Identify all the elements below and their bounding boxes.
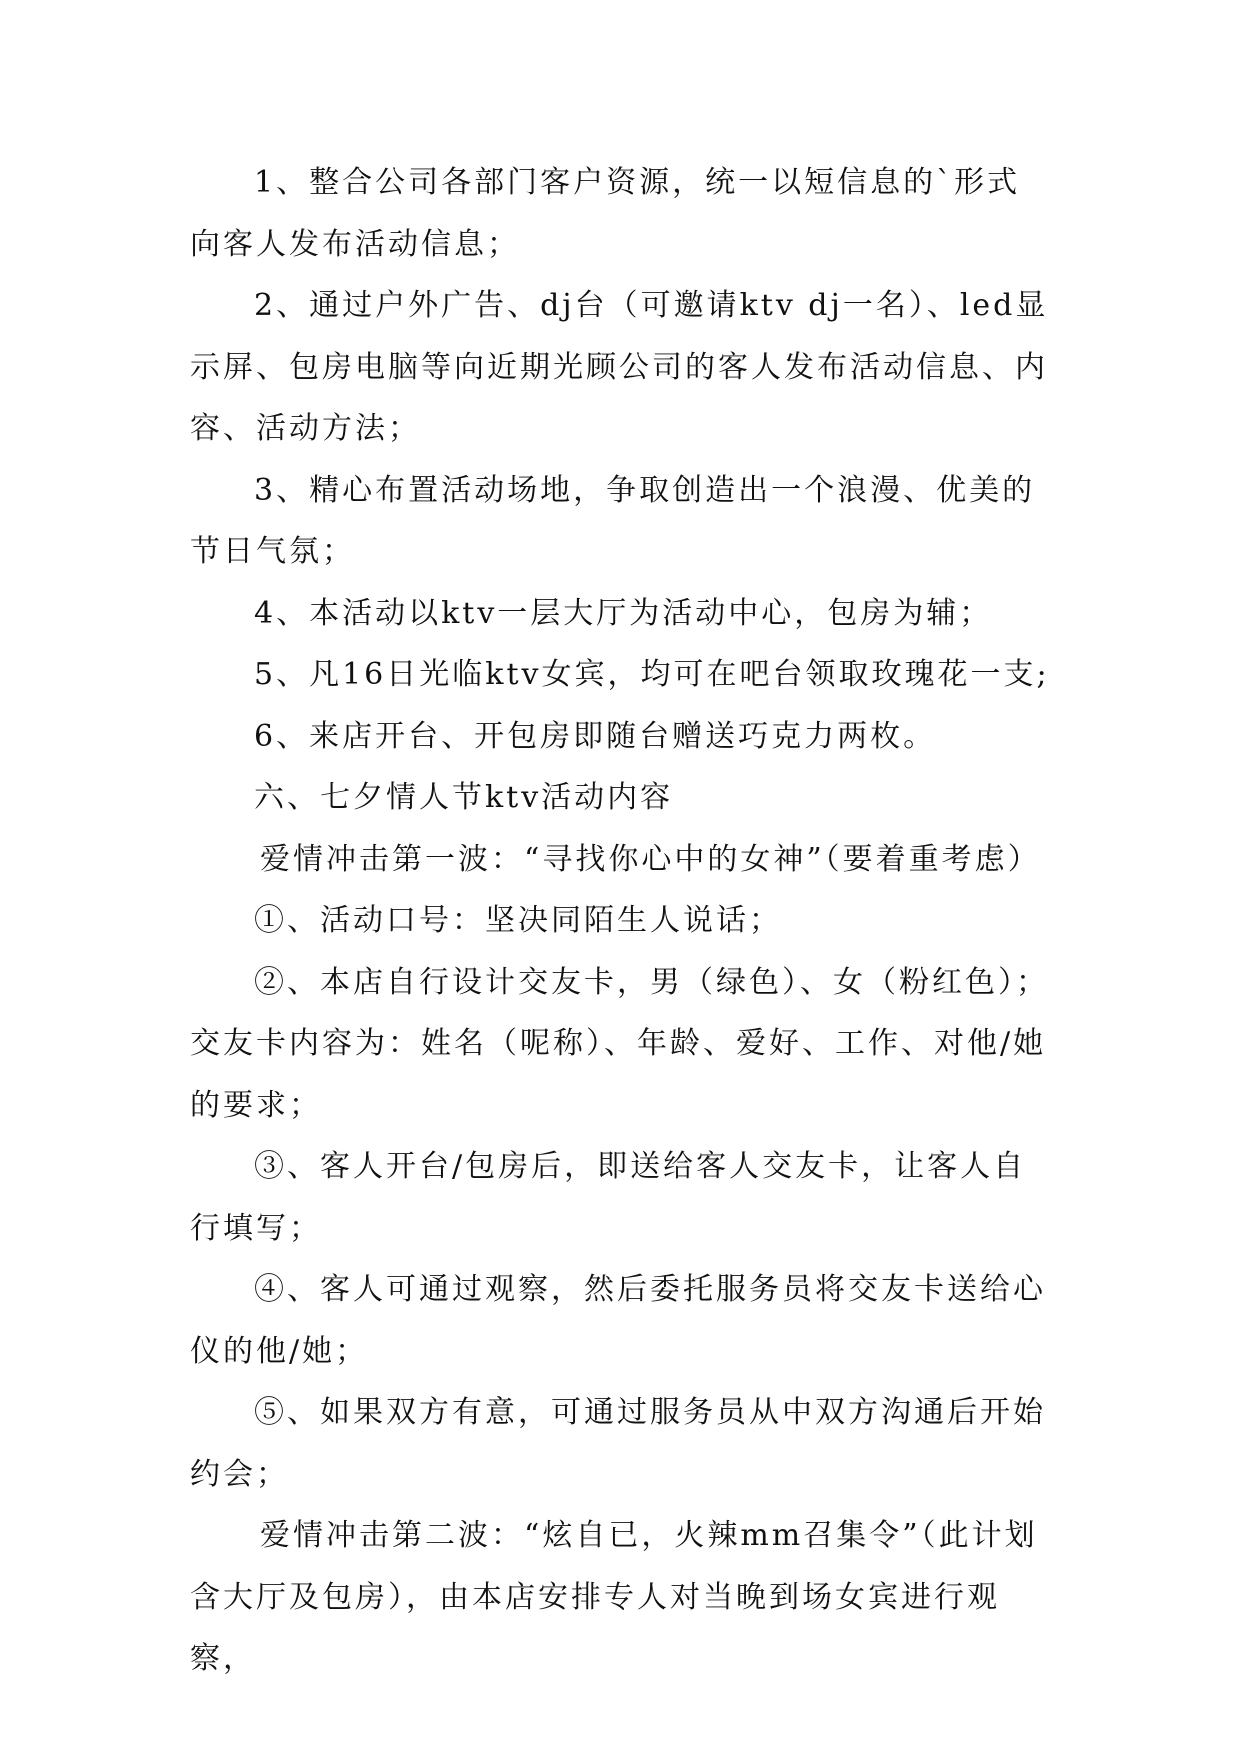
paragraph: ④、客人可通过观察，然后委托服务员将交友卡送给心仪的他/她；: [190, 1272, 1046, 1369]
paragraph: 2、通过户外广告、dj台（可邀请ktv dj一名）、led显示屏、包房电脑等向近期光顾公司的客人发布活动信息、内容、活动方法；: [190, 288, 1049, 446]
paragraph: ②、本店自行设计交友卡，男（绿色）、女（粉红色）；交友卡内容为：姓名（呢称）、年龄、爱好、工作、对他/她的要求；: [190, 964, 1049, 1123]
paragraph: ③、客人开台/包房后，即送给客人交友卡，让客人自行填写；: [190, 1149, 1027, 1246]
document-body: [190, 152, 1052, 1690]
subsection-heading: 爱情冲击第二波：“炫自已，火辣mm召集令”（此计划含大厅及包房），由本店安排专人对当晚到场女宾进行观察，: [190, 1518, 1038, 1676]
paragraph: 4、本活动以ktv一层大厅为活动中心，包房为辅；: [254, 595, 993, 631]
paragraph: 6、来店开台、开包房即随台赠送巧克力两枚。: [254, 718, 937, 754]
paragraph: ⑤、如果双方有意，可通过服务员从中双方沟通后开始约会；: [190, 1395, 1046, 1492]
paragraph: 5、凡16日光临ktv女宾，均可在吧台领取玫瑰花一支;: [254, 657, 1050, 692]
paragraph: ①、活动口号：坚决同陌生人说话；: [254, 903, 782, 938]
paragraph: 1、整合公司各部门客户资源，统一以短信息的`形式向客人发布活动信息；: [190, 165, 1021, 262]
section-heading: 六、七夕情人节ktv活动内容: [254, 780, 674, 815]
subsection-heading: 爱情冲击第一波：“寻找你心中的女神”（要着重考虑）: [260, 841, 1041, 877]
paragraph: 3、精心布置活动场地，争取创造出一个浪漫、优美的节日气氛；: [190, 472, 1036, 569]
